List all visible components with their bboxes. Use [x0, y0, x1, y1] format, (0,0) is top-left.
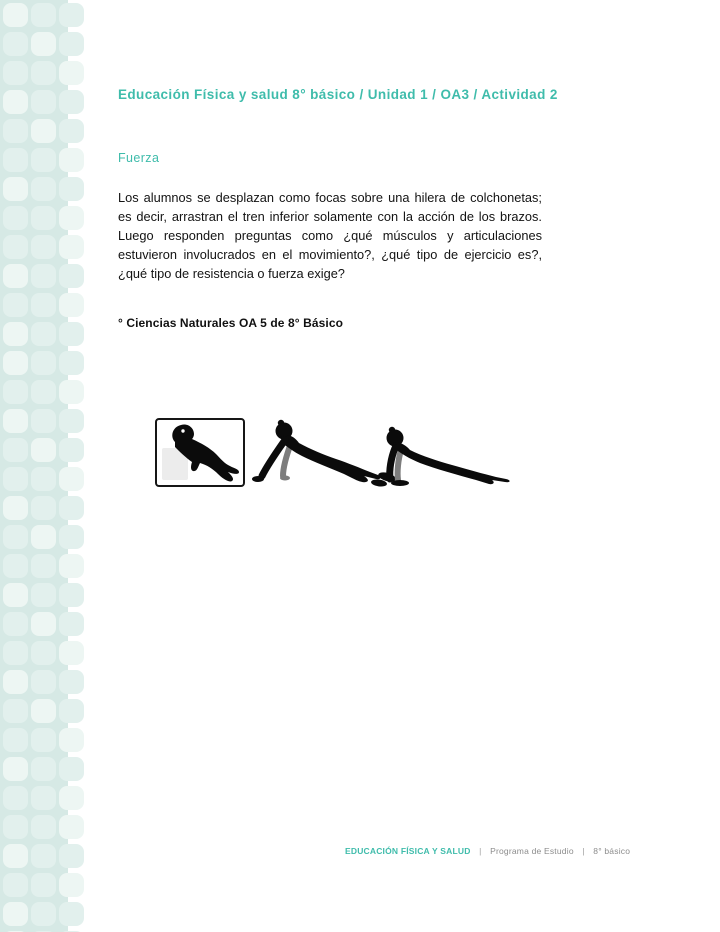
sidebar-pattern-square: [59, 757, 84, 781]
sidebar-pattern-square: [59, 90, 84, 114]
sidebar-pattern-square: [3, 177, 28, 201]
footer-grade: 8° básico: [593, 846, 631, 856]
sidebar-pattern-square: [59, 670, 84, 694]
sidebar-pattern-square: [59, 641, 84, 665]
sidebar-pattern-square: [59, 409, 84, 433]
sidebar-pattern-square: [3, 583, 28, 607]
page-footer: [345, 846, 630, 856]
sidebar-pattern-square: [59, 264, 84, 288]
sidebar-pattern-square: [31, 467, 56, 491]
sidebar-pattern-square: [3, 438, 28, 462]
sidebar-pattern-square: [31, 380, 56, 404]
sidebar-pattern-square: [3, 293, 28, 317]
sidebar-pattern-square: [59, 148, 84, 172]
sidebar-pattern-square: [3, 496, 28, 520]
footer-program: Programa de Estudio: [490, 846, 574, 856]
sidebar-pattern-square: [59, 32, 84, 56]
sidebar-pattern-square: [59, 815, 84, 839]
sidebar-pattern-square: [31, 728, 56, 752]
sidebar-pattern-square: [31, 902, 56, 926]
sidebar-pattern-square: [3, 235, 28, 259]
sidebar-pattern-square: [3, 32, 28, 56]
sidebar-pattern-square: [59, 699, 84, 723]
sidebar-pattern-square: [59, 728, 84, 752]
sidebar-pattern-square: [31, 322, 56, 346]
sidebar-pattern-square: [3, 61, 28, 85]
sidebar-pattern-square: [3, 148, 28, 172]
sidebar-pattern-square: [59, 583, 84, 607]
sidebar-pattern-square: [59, 322, 84, 346]
seal-image-frame: [155, 418, 245, 487]
sidebar-pattern-square: [59, 438, 84, 462]
sidebar-pattern-square: [31, 409, 56, 433]
sidebar-pattern-square: [31, 699, 56, 723]
sidebar-pattern-square: [31, 873, 56, 897]
sidebar-pattern-square: [31, 177, 56, 201]
decorative-sidebar-pattern: [0, 0, 92, 932]
sidebar-pattern-square: [3, 699, 28, 723]
sidebar-pattern-square: [59, 293, 84, 317]
sidebar-pattern-square: [31, 670, 56, 694]
sidebar-pattern-square: [59, 380, 84, 404]
sidebar-pattern-square: [3, 206, 28, 230]
student-silhouette-1: [252, 420, 397, 488]
sidebar-pattern-square: [31, 148, 56, 172]
footnote: ° Ciencias Naturales OA 5 de 8° Básico: [118, 316, 344, 330]
sidebar-pattern-square: [31, 612, 56, 636]
sidebar-pattern-square: [3, 670, 28, 694]
footer-separator: |: [582, 846, 585, 856]
activity-paragraph: Los alumnos se desplazan como focas sobre una hilera de colchonetas; es decir, arrastran el tren inferior solamente con la acción de los brazos. Luego responden preguntas como ¿qué músculos y articulaciones estuvieron involucrados en el movimiento?, ¿qué tipo de ejercicio es?, ¿qué tipo de resistencia o fuerza exige?: [118, 190, 542, 281]
sidebar-pattern-square: [31, 438, 56, 462]
sidebar-pattern-square: [31, 264, 56, 288]
sidebar-pattern-square: [3, 786, 28, 810]
sidebar-pattern-square: [3, 902, 28, 926]
section-heading: Fuerza: [118, 151, 160, 165]
sidebar-pattern-square: [31, 61, 56, 85]
breadcrumb: Educación Física y salud 8° básico / Unidad 1 / OA3 / Actividad 2: [118, 87, 558, 102]
sidebar-pattern-square: [3, 757, 28, 781]
sidebar-pattern-square: [59, 61, 84, 85]
sidebar-pattern-square: [3, 641, 28, 665]
sidebar-pattern-square: [3, 728, 28, 752]
sidebar-pattern-square: [3, 525, 28, 549]
sidebar-pattern-square: [59, 873, 84, 897]
sidebar-pattern-square: [3, 380, 28, 404]
sidebar-pattern-square: [31, 351, 56, 375]
sidebar-pattern-square: [31, 844, 56, 868]
sidebar-pattern-square: [59, 3, 84, 27]
sidebar-pattern-square: [3, 3, 28, 27]
sidebar-pattern-square: [3, 90, 28, 114]
students-seal-walk-icon: [248, 416, 515, 490]
sidebar-pattern-square: [59, 902, 84, 926]
sidebar-pattern-square: [31, 554, 56, 578]
sidebar-pattern-square: [59, 177, 84, 201]
sidebar-pattern-square: [31, 525, 56, 549]
student-silhouette-2: [387, 427, 510, 486]
sidebar-pattern-square: [31, 3, 56, 27]
sidebar-pattern-square: [59, 351, 84, 375]
sidebar-pattern-square: [59, 119, 84, 143]
sidebar-pattern-square: [3, 815, 28, 839]
sidebar-pattern-square: [31, 583, 56, 607]
sidebar-pattern-square: [59, 467, 84, 491]
sidebar-pattern-square: [31, 235, 56, 259]
sidebar-pattern-square: [31, 90, 56, 114]
sidebar-pattern-square: [31, 815, 56, 839]
sidebar-pattern-square: [31, 641, 56, 665]
sidebar-pattern-square: [31, 206, 56, 230]
sidebar-pattern-square: [3, 322, 28, 346]
sidebar-pattern-square: [31, 786, 56, 810]
sidebar-pattern-square: [59, 844, 84, 868]
sidebar-pattern-square: [59, 554, 84, 578]
seal-icon: [157, 420, 243, 485]
sidebar-pattern-square: [3, 873, 28, 897]
sidebar-pattern-square: [59, 525, 84, 549]
sidebar-pattern-square: [3, 844, 28, 868]
sidebar-pattern-square: [31, 119, 56, 143]
sidebar-pattern-square: [31, 757, 56, 781]
sidebar-pattern-square: [3, 351, 28, 375]
sidebar-pattern-square: [31, 293, 56, 317]
sidebar-pattern-square: [3, 264, 28, 288]
sidebar-pattern-square: [3, 409, 28, 433]
sidebar-pattern-square: [59, 235, 84, 259]
sidebar-pattern-square: [31, 496, 56, 520]
sidebar-pattern-square: [3, 612, 28, 636]
sidebar-pattern-square: [31, 32, 56, 56]
sidebar-pattern-square: [3, 467, 28, 491]
sidebar-pattern-square: [59, 786, 84, 810]
footer-separator: |: [479, 846, 482, 856]
sidebar-pattern-square: [59, 612, 84, 636]
sidebar-pattern-square: [59, 496, 84, 520]
sidebar-pattern-square: [3, 119, 28, 143]
sidebar-pattern-square: [59, 206, 84, 230]
footer-brand: EDUCACIÓN FÍSICA Y SALUD: [345, 846, 471, 856]
sidebar-pattern-square: [3, 554, 28, 578]
